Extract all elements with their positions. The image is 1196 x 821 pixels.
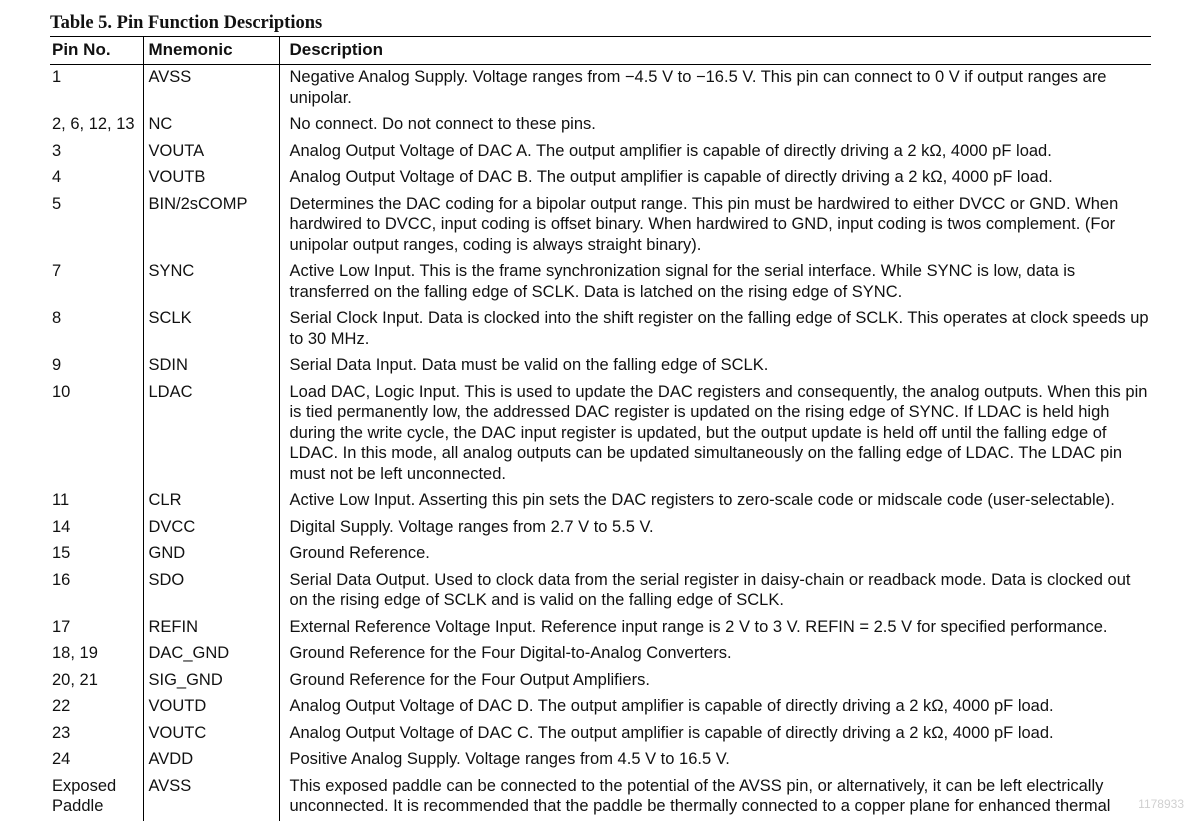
pin-description: Ground Reference for the Four Digital-to-Analog Converters. (279, 641, 1151, 668)
pin-description: Analog Output Voltage of DAC B. The output amplifier is capable of directly driving a 2 kΩ, 4000 pF load. (279, 165, 1151, 192)
pin-number: 8 (52, 309, 62, 327)
pin-number: 4 (52, 168, 62, 186)
pin-description: External Reference Voltage Input. Reference input range is 2 V to 3 V. REFIN = 2.5 V for specified performance. (279, 615, 1151, 642)
pin-description: Serial Data Input. Data must be valid on the falling edge of SCLK. (279, 353, 1151, 380)
document-page (50, 0, 1151, 821)
pin-mnemonic: VOUTA (143, 139, 279, 166)
column-header-pin: Pin No. (50, 37, 143, 65)
pin-mnemonic: AVSS (143, 774, 279, 821)
pin-description: Analog Output Voltage of DAC A. The output amplifier is capable of directly driving a 2 kΩ, 4000 pF load. (279, 139, 1151, 166)
pin-description: Negative Analog Supply. Voltage ranges from −4.5 V to −16.5 V. This pin can connect to 0 V if output ranges are unipolar. (279, 65, 1151, 113)
table-row (50, 112, 1151, 139)
pin-description: Analog Output Voltage of DAC D. The output amplifier is capable of directly driving a 2 kΩ, 4000 pF load. (279, 694, 1151, 721)
pin-number: 23 (52, 723, 71, 742)
pin-description: Active Low Input. Asserting this pin sets the DAC registers to zero-scale code or midscale code (user-selectable). (279, 488, 1151, 515)
pin-number: 14 (52, 517, 71, 536)
pin-mnemonic: SCLK (143, 306, 279, 353)
pin-number: 18, 19 (52, 644, 98, 662)
table-row (50, 747, 1151, 774)
pin-mnemonic: VOUTC (143, 721, 279, 748)
pin-description: Determines the DAC coding for a bipolar output range. This pin must be hardwired to either DVCC or GND. When hardwired to DVCC, input coding is offset binary. When hardwired to GND, input coding is twos complement. (For unipolar output ranges, coding is always straight binary). (279, 192, 1151, 260)
table-title: Table 5. Pin Function Descriptions (50, 13, 323, 33)
table-row (50, 306, 1151, 353)
table-row (50, 165, 1151, 192)
table-row (50, 774, 1151, 821)
pin-mnemonic: VOUTB (143, 165, 279, 192)
pin-mnemonic: SYNC (143, 259, 279, 306)
table-row (50, 192, 1151, 260)
pin-description: Serial Clock Input. Data is clocked into the shift register on the falling edge of SCLK. This operates at clock speeds up to 30 MHz. (279, 306, 1151, 353)
pin-number: 1 (52, 68, 62, 86)
table-row (50, 721, 1151, 748)
table-row (50, 488, 1151, 515)
pin-number: 16 (52, 570, 71, 589)
column-header-mnemonic: Mnemonic (143, 37, 279, 65)
pin-mnemonic: NC (143, 112, 279, 139)
table-row (50, 259, 1151, 306)
pin-description: Active Low Input. This is the frame synchronization signal for the serial interface. While SYNC is low, data is transferred on the falling edge of SCLK. Data is latched on the rising edge of SYNC. (279, 259, 1151, 306)
pin-mnemonic: CLR (143, 488, 279, 515)
pin-number: 7 (52, 262, 62, 280)
watermark: 1178933 (1138, 797, 1184, 811)
pin-description: Ground Reference for the Four Output Amplifiers. (279, 668, 1151, 695)
pin-number: 10 (52, 382, 71, 401)
pin-description: Load DAC, Logic Input. This is used to update the DAC registers and consequently, the analog outputs. When this pin is tied permanently low, the addressed DAC register is updated on the rising edge of SYNC. If LDAC is held high during the write cycle, the DAC input register is updated, but the output update is held off until the falling edge of LDAC. In this mode, all analog outputs can be updated simultaneously on the falling edge of LDAC. The LDAC pin must not be left unconnected. (279, 380, 1151, 489)
pin-mnemonic: LDAC (143, 380, 279, 489)
pin-mnemonic: REFIN (143, 615, 279, 642)
pin-number: 17 (52, 617, 71, 636)
pin-mnemonic: AVSS (143, 65, 279, 113)
table-row (50, 515, 1151, 542)
pin-mnemonic: DAC_GND (143, 641, 279, 668)
pin-mnemonic: VOUTD (143, 694, 279, 721)
pin-mnemonic: SIG_GND (143, 668, 279, 695)
pin-number: 2, 6, 12, 13 (52, 115, 135, 133)
pin-number: Exposed Paddle (52, 776, 117, 815)
pin-description: Analog Output Voltage of DAC C. The output amplifier is capable of directly driving a 2 kΩ, 4000 pF load. (279, 721, 1151, 748)
pin-description: Positive Analog Supply. Voltage ranges from 4.5 V to 16.5 V. (279, 747, 1151, 774)
pin-mnemonic: DVCC (143, 515, 279, 542)
pin-number: 9 (52, 356, 62, 374)
pin-description: This exposed paddle can be connected to the potential of the AVSS pin, or alternatively, it can be left electrically unconnected. It is recommended that the paddle be thermally connected to a copper plane for enhanced thermal (279, 774, 1151, 821)
table-row (50, 641, 1151, 668)
pin-number: 15 (52, 544, 71, 562)
table-row (50, 668, 1151, 695)
pin-number: 3 (52, 141, 62, 160)
table-header-row (50, 37, 1151, 65)
pin-mnemonic: AVDD (143, 747, 279, 774)
pin-description: Serial Data Output. Used to clock data from the serial register in daisy-chain or readback mode. Data is clocked out on the rising edge of SCLK and is valid on the falling edge of SCLK. (279, 568, 1151, 615)
pin-number: 5 (52, 194, 62, 213)
column-header-description: Description (279, 37, 1151, 65)
pin-description: Digital Supply. Voltage ranges from 2.7 V to 5.5 V. (279, 515, 1151, 542)
table-row (50, 694, 1151, 721)
pin-mnemonic: BIN/2sCOMP (143, 192, 279, 260)
table-row (50, 353, 1151, 380)
table-row (50, 65, 1151, 113)
table-row (50, 568, 1151, 615)
table-row (50, 139, 1151, 166)
pin-mnemonic: SDIN (143, 353, 279, 380)
table-row (50, 380, 1151, 489)
pin-number: 22 (52, 697, 71, 715)
pin-number: 11 (52, 491, 70, 509)
table-row (50, 615, 1151, 642)
table-row (50, 541, 1151, 568)
pin-description: Ground Reference. (279, 541, 1151, 568)
pin-description: No connect. Do not connect to these pins. (279, 112, 1151, 139)
pin-mnemonic: GND (143, 541, 279, 568)
pin-number: 20, 21 (52, 670, 98, 689)
pin-mnemonic: SDO (143, 568, 279, 615)
pin-function-table (50, 36, 1151, 821)
pin-number: 24 (52, 750, 71, 768)
